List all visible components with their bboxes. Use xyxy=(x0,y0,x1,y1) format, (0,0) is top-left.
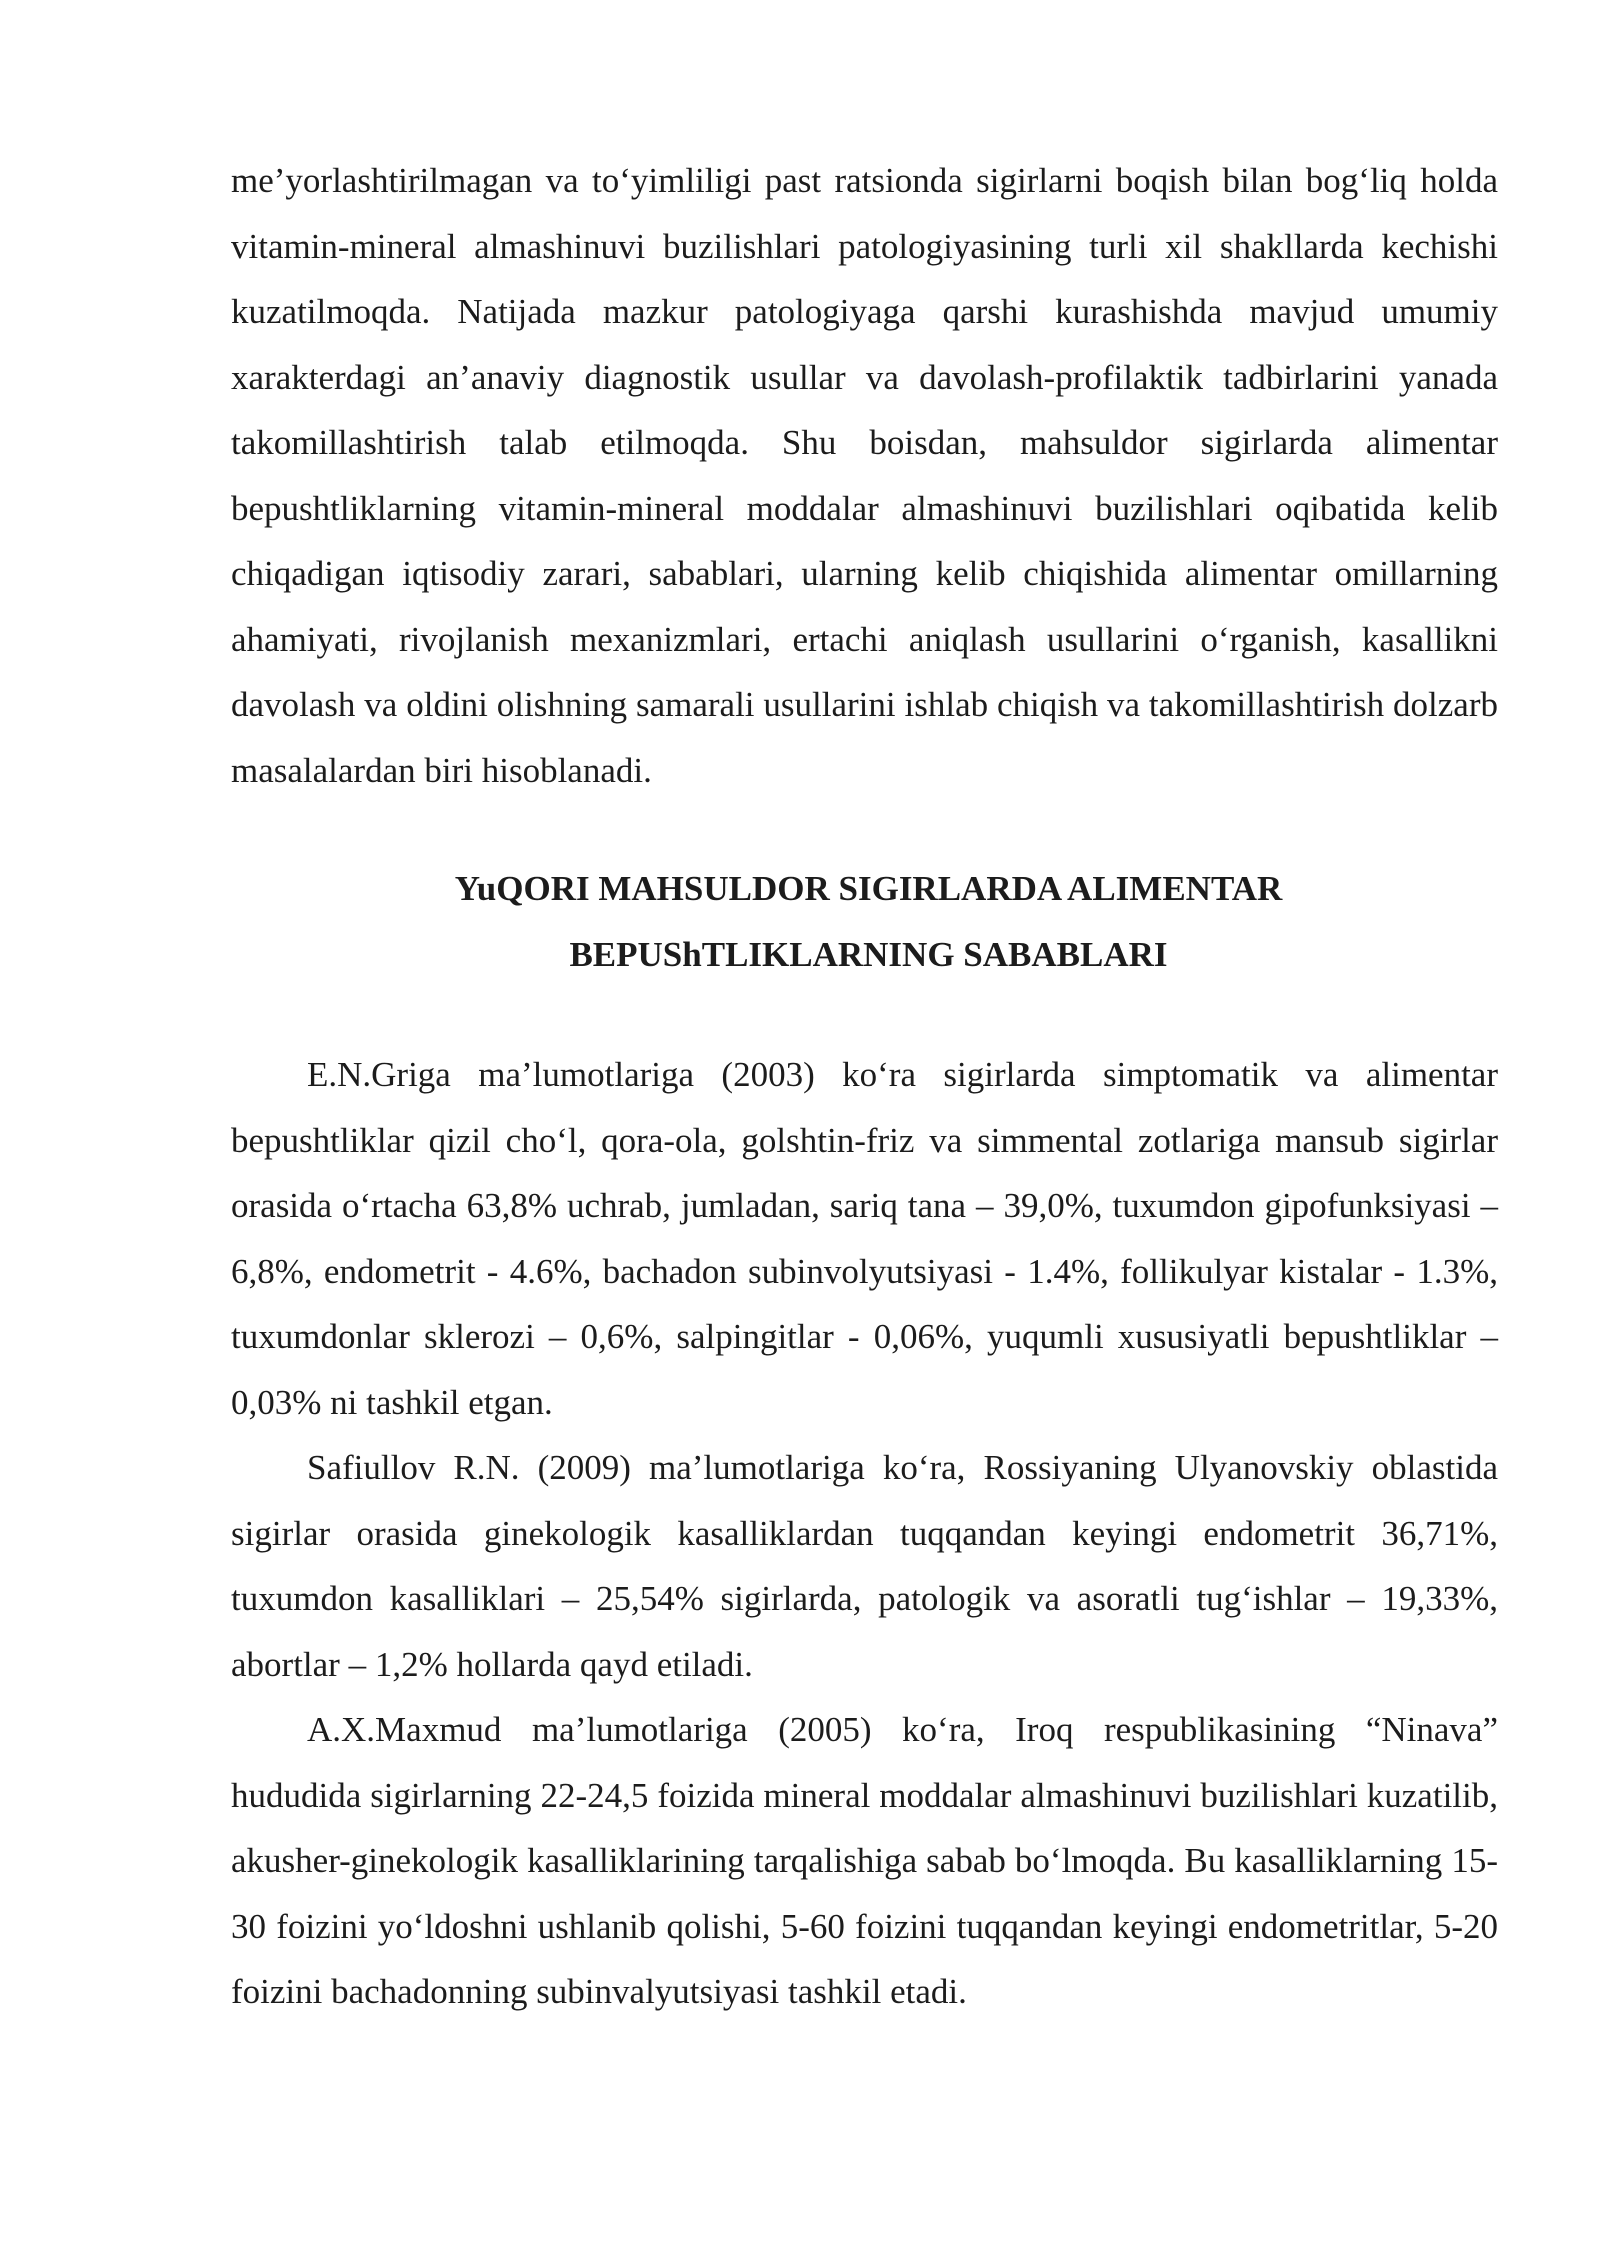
intro-paragraph: me’yorlashtirilmagan va to‘yimliligi past ratsionda sigirlarni boqish bilan bog‘liq holda vitamin-mineral almashinuvi buzilishlari patologiyasining turli xil shakllarda kechishi kuzatilmoqda. Natijada mazkur patologiyaga qarshi kurashishda mavjud umumiy xarakterdagi an’anaviy diagnostik usullar va davolash-profilaktik tadbirlarini yanada takomillashtirish talab etilmoqda. Shu boisdan, mahsuldor sigirlarda alimentar bepushtliklarning vitamin-mineral moddalar almashinuvi buzilishlari oqibatida kelib chiqadigan iqtisodiy zarari, sabablari, ularning kelib chiqishida alimentar omillarning ahamiyati, rivojlanish mexanizmlari, ertachi aniqlash usullarini o‘rganish, kasallikni davolash va oldini olishning samarali usullarini ishlab chiqish va takomillashtirish dolzarb masalalardan biri hisoblanadi. xyxy=(231,161,1498,790)
body-paragraph-safiullov: Safiullov R.N. (2009) ma’lumotlariga ko‘ra, Rossiyaning Ulyanovskiy oblastida sigirlar orasida ginekologik kasalliklardan tuqqandan keyingi endometrit 36,71%, tuxumdon kasalliklari – 25,54% sigirlarda, patologik va asoratli tug‘ishlar – 19,33%, abortlar – 1,2% hollarda qayd etiladi. xyxy=(231,1448,1498,1684)
section-heading xyxy=(231,856,1498,987)
section-heading-line-1: YuQORI MAHSULDOR SIGIRLARDA ALIMENTAR xyxy=(454,869,1283,908)
body-paragraph-maxmud: A.X.Maxmud ma’lumotlariga (2005) ko‘ra, Iroq respublikasining “Ninava” hududida sigirlarning 22-24,5 foizida mineral moddalar almashinuvi buzilishlari kuzatilib, akusher-ginekologik kasalliklarining tarqalishiga sabab bo‘lmoqda. Bu kasalliklarning 15-30 foizini yo‘ldoshni ushlanib qolishi, 5-60 foizini tuqqandan keyingi endometritlar, 5-20 foizini bachadonning subinvalyutsiyasi tashkil etadi. xyxy=(231,1710,1498,2011)
document-page xyxy=(231,148,1498,2025)
spacer xyxy=(231,803,1498,856)
section-heading-line-2: BEPUShTLIKLARNING SABABLARI xyxy=(569,934,1168,974)
body-paragraph-griga: E.N.Griga ma’lumotlariga (2003) ko‘ra sigirlarda simptomatik va alimentar bepushtliklar qizil cho‘l, qora-ola, golshtin-friz va simmental zotlariga mansub sigirlar orasida o‘rtacha 63,8% uchrab, jumladan, sariq tana – 39,0%, tuxumdon gipofunksiyasi – 6,8%, endometrit - 4.6%, bachadon subinvolyutsiyasi - 1.4%, follikulyar kistalar - 1.3%, tuxumdonlar sklerozi – 0,6%, salpingitlar - 0,06%, yuqumli xususiyatli bepushtliklar – 0,03% ni tashkil etgan. xyxy=(231,1055,1498,1422)
spacer xyxy=(231,987,1498,1042)
